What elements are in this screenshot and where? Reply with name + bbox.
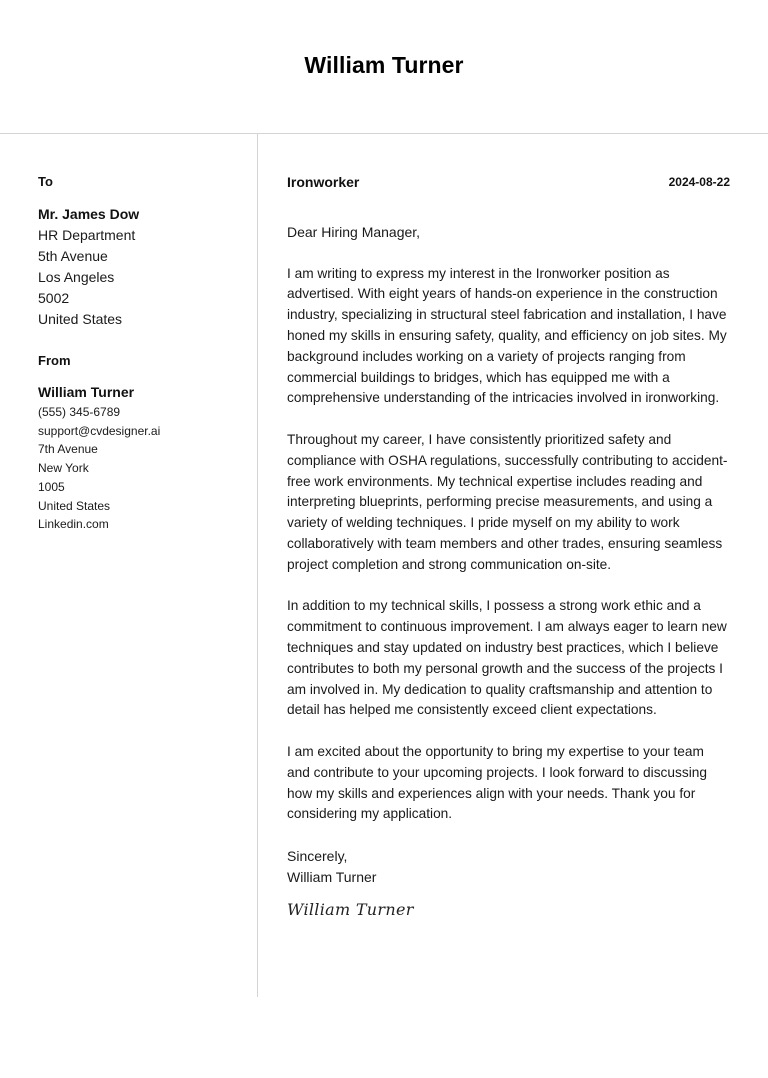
- to-label: To: [38, 174, 53, 189]
- recipient-name: Mr. James Dow: [38, 206, 140, 222]
- signature: William Turner: [287, 899, 414, 919]
- sender-email: support@cvdesigner.ai: [38, 423, 161, 438]
- from-label: From: [38, 353, 71, 368]
- letter-date: 2024-08-22: [668, 175, 730, 189]
- sender-linkedin: Linkedin.com: [38, 517, 109, 532]
- header-divider: [0, 133, 768, 134]
- page-header: [0, 0, 768, 133]
- recipient-address: [38, 225, 248, 330]
- paragraph: I am writing to express my interest in the Ironworker position as advertised. With eight years of hands-on experience in the construction industry, specializing in structural steel fabrication and installation, I have honed my skills in ensuring safety, quality, and efficiency on job sites. My background includes working on a variety of projects ranging from commercial buildings to bridges, which has equipped me with a comprehensive understanding of the intricacies involved in ironworking.: [287, 265, 727, 406]
- column-divider: [257, 134, 258, 997]
- paragraph: In addition to my technical skills, I possess a strong work ethic and a commitment to continuous improvement. I am always eager to learn new techniques and stay updated on industry best practices, which I believe contributes to both my personal growth and the success of the projects I am involved in. My dedication to quality craftsmanship and attention to detail has helped me consistently exceed client expectations.: [287, 598, 727, 718]
- recipient-street: 5th Avenue: [38, 248, 108, 264]
- sender-street: 7th Avenue: [38, 442, 98, 457]
- sender-phone: (555) 345-6789: [38, 405, 121, 419]
- sidebar: [38, 170, 248, 534]
- sender-country: United States: [38, 498, 111, 513]
- job-title: Ironworker: [287, 174, 360, 190]
- closing: [287, 846, 730, 888]
- salutation: Dear Hiring Manager,: [287, 224, 421, 240]
- letter-heading: [287, 170, 730, 194]
- closing-phrase: Sincerely,: [287, 847, 348, 864]
- letter-body: [287, 170, 730, 922]
- recipient-country: United States: [38, 311, 123, 327]
- applicant-name-title: William Turner: [304, 52, 464, 78]
- recipient-city: Los Angeles: [38, 269, 115, 285]
- recipient-department: HR Department: [38, 227, 136, 243]
- sender-city: New York: [38, 461, 89, 476]
- paragraph: I am excited about the opportunity to bring my expertise to your team and contribute to your upcoming projects. I look forward to discussing how my skills and experiences align with your needs. Thank you for considering my application.: [287, 743, 707, 822]
- closing-name: William Turner: [287, 868, 377, 885]
- sender-postal-code: 1005: [38, 479, 65, 494]
- sender-name: William Turner: [38, 384, 135, 400]
- recipient-postal-code: 5002: [38, 290, 70, 306]
- sender-contact: [38, 403, 248, 534]
- paragraph: Throughout my career, I have consistently prioritized safety and compliance with OSHA regulations, successfully contributing to accident-free work environments. My technical expertise includes reading and interpreting blueprints, performing precise measurements, and using a variety of welding techniques. I pride myself on my ability to work collaboratively with team members and other trades, ensuring seamless project completion and strong communication on-site.: [287, 431, 728, 572]
